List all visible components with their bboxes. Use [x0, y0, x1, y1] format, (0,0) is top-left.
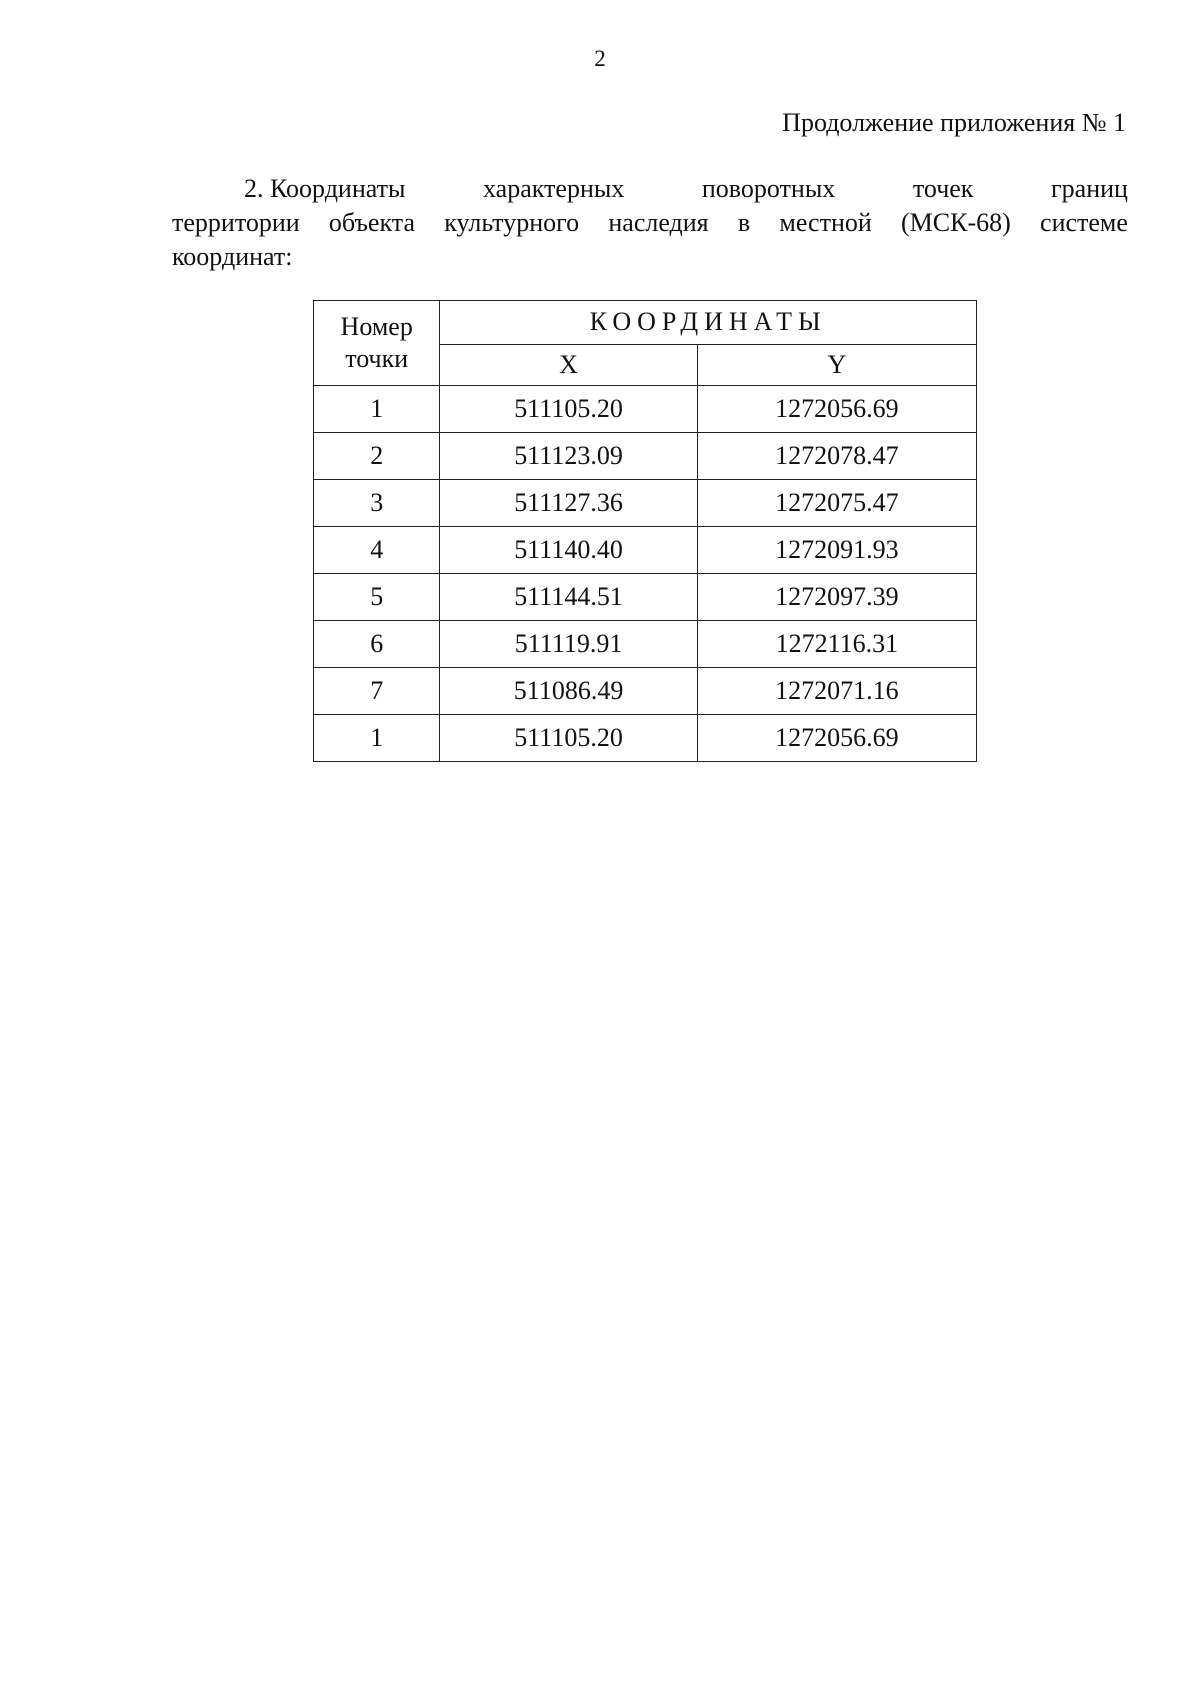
cell-y: 1272097.39 — [697, 574, 976, 621]
cell-point: 1 — [314, 715, 440, 762]
cell-point: 6 — [314, 621, 440, 668]
cell-x: 511144.51 — [440, 574, 697, 621]
paragraph-line-2 — [172, 206, 1128, 240]
paragraph-word: характерных — [483, 174, 625, 203]
cell-point: 3 — [314, 480, 440, 527]
paragraph-word: культурного — [444, 208, 580, 237]
paragraph-word: наследия — [608, 208, 709, 237]
header-point-number — [314, 301, 440, 386]
cell-point: 7 — [314, 668, 440, 715]
cell-y: 1272071.16 — [697, 668, 976, 715]
cell-y: 1272078.47 — [697, 433, 976, 480]
table-row — [314, 668, 977, 715]
header-row — [314, 301, 977, 345]
header-coordinates-group: КООРДИНАТЫ — [440, 301, 977, 345]
cell-x: 511140.40 — [440, 527, 697, 574]
table-body — [314, 386, 977, 762]
section-paragraph — [172, 172, 1128, 274]
cell-y: 1272056.69 — [697, 715, 976, 762]
cell-point: 1 — [314, 386, 440, 433]
header-point-number-line1: Номер — [340, 312, 413, 341]
coordinates-table — [313, 300, 977, 762]
table-row — [314, 386, 977, 433]
cell-y: 1272075.47 — [697, 480, 976, 527]
appendix-continuation-heading: Продолжение приложения № 1 — [782, 108, 1126, 137]
cell-y: 1272091.93 — [697, 527, 976, 574]
paragraph-word: точек — [912, 174, 974, 203]
paragraph-word: местной — [779, 208, 872, 237]
cell-point: 2 — [314, 433, 440, 480]
table-row — [314, 621, 977, 668]
page-number: 2 — [594, 46, 606, 71]
paragraph-line-3: координат: — [172, 242, 293, 271]
paragraph-line-1 — [172, 172, 1128, 206]
cell-y: 1272056.69 — [697, 386, 976, 433]
header-y: Y — [697, 344, 976, 386]
cell-x: 511123.09 — [440, 433, 697, 480]
cell-y: 1272116.31 — [697, 621, 976, 668]
table-row — [314, 715, 977, 762]
cell-x: 511119.91 — [440, 621, 697, 668]
cell-x: 511105.20 — [440, 715, 697, 762]
cell-x: 511105.20 — [440, 386, 697, 433]
paragraph-word: поворотных — [701, 174, 836, 203]
header-x: X — [440, 344, 697, 386]
table-row — [314, 574, 977, 621]
table-row — [314, 480, 977, 527]
paragraph-word: объекта — [328, 208, 415, 237]
table-row — [314, 433, 977, 480]
paragraph-word: территории — [172, 208, 300, 237]
paragraph-word: (МСК-68) — [901, 208, 1011, 237]
table-row — [314, 527, 977, 574]
paragraph-word: системе — [1040, 208, 1128, 237]
paragraph-word: в — [737, 208, 751, 237]
paragraph-word: границ — [1051, 174, 1128, 203]
cell-x: 511127.36 — [440, 480, 697, 527]
paragraph-word: 2. Координаты — [244, 174, 406, 203]
header-point-number-line2: точки — [345, 344, 409, 373]
table-header — [314, 301, 977, 386]
cell-x: 511086.49 — [440, 668, 697, 715]
cell-point: 4 — [314, 527, 440, 574]
cell-point: 5 — [314, 574, 440, 621]
